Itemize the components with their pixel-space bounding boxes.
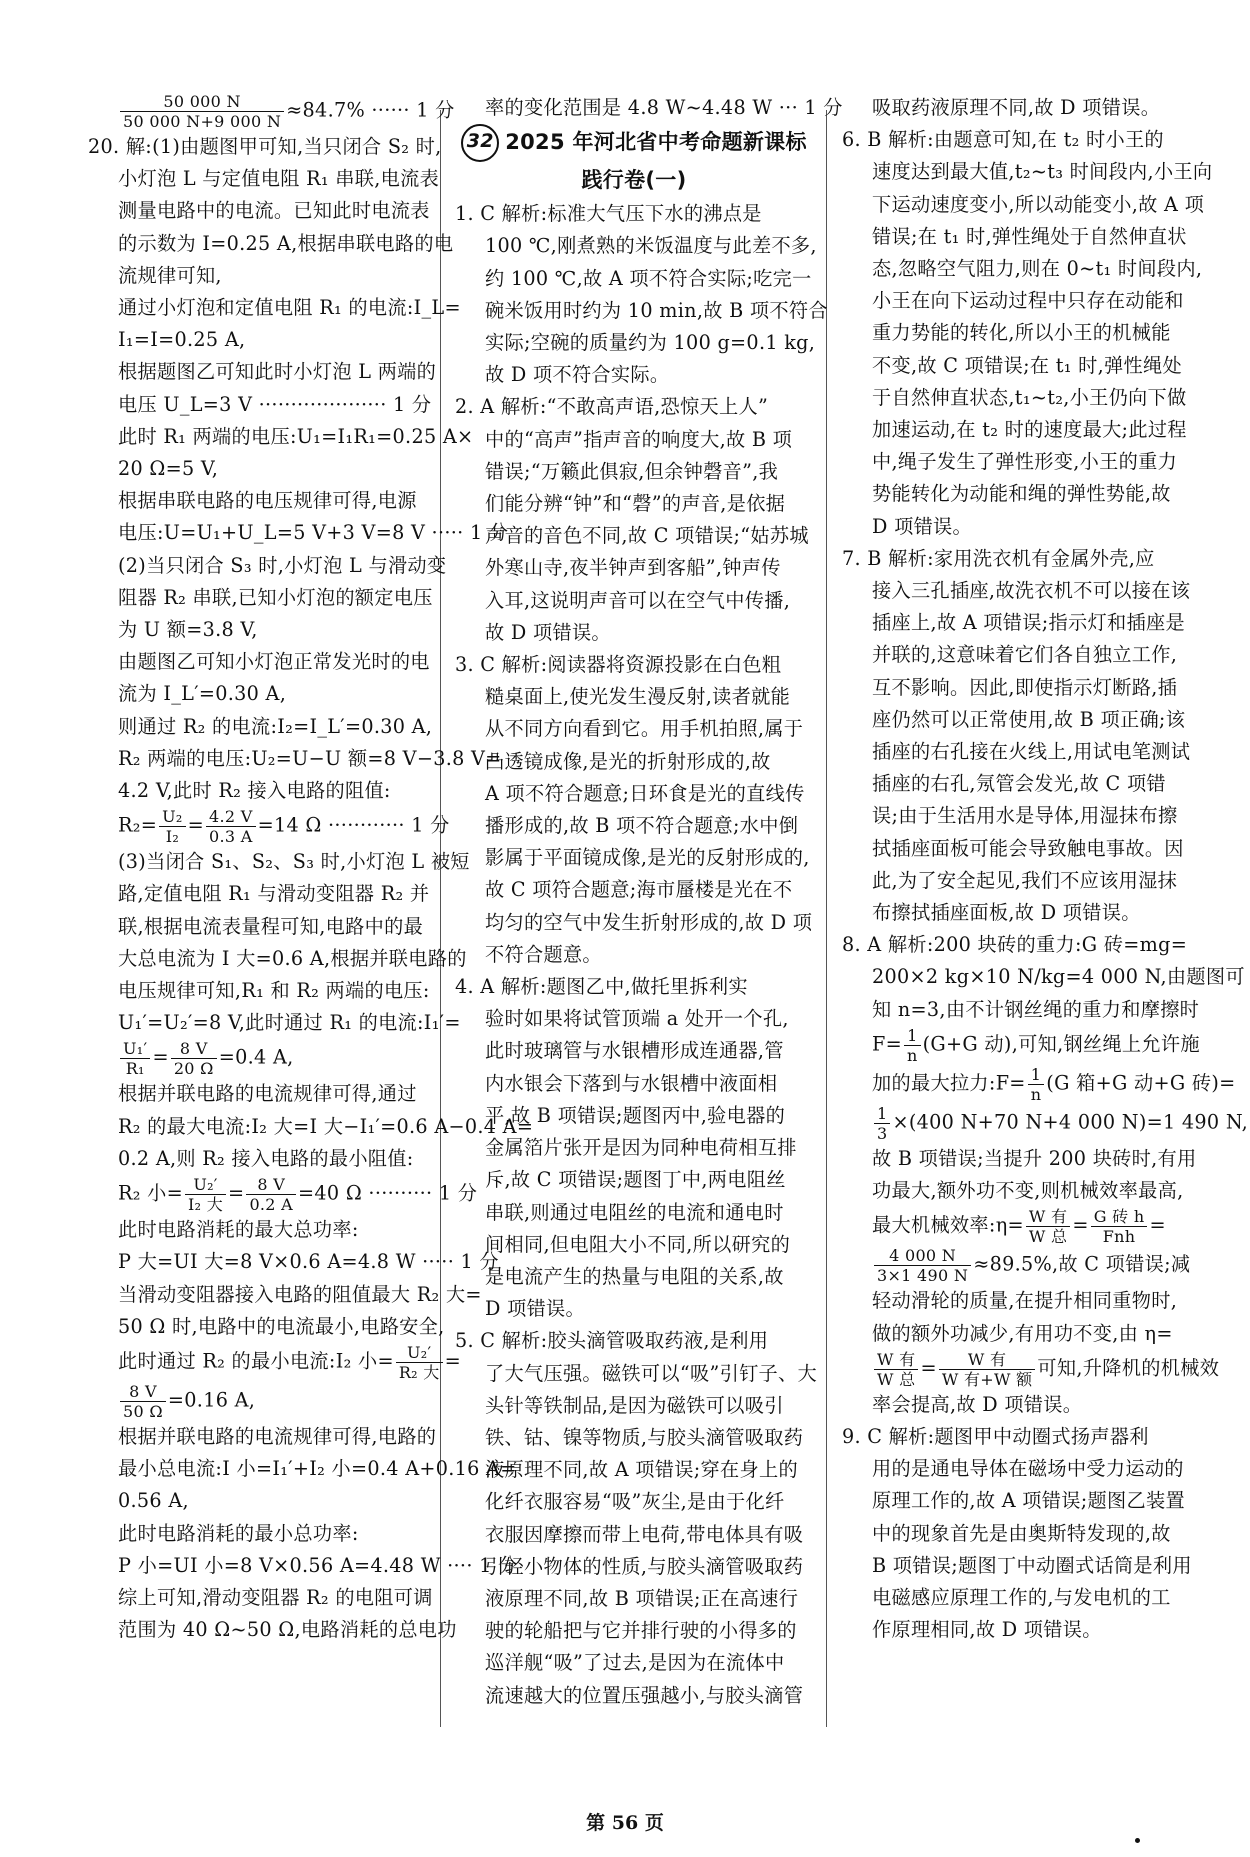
text-line: 此时玻璃管与水银槽形成连通器,管 [485,1039,784,1063]
text-line: 6. B 解析:由题意可知,在 t₂ 时小王的 [842,128,1164,152]
text-line: 综上可知,滑动变阻器 R₂ 的电阻可调 [118,1585,433,1609]
text-line: 外寒山寺,夜半钟声到客船”,钟声传 [485,556,781,580]
text-segment: F= [872,1032,902,1056]
text-line [842,1103,1249,1143]
fraction [904,1026,921,1065]
fraction [246,1175,296,1214]
text-segment: 最大机械效率:η= [872,1213,1024,1237]
fraction-numerator: W 有 [939,1350,1036,1370]
fraction-denominator: W 有+W 额 [941,1369,1033,1389]
text-line: 测量电路中的电流。已知此时电流表 [118,199,430,223]
fraction-denominator: W 总 [877,1369,916,1389]
text-line: (3)当闭合 S₁、S₂、S₃ 时,小灯泡 L 被短 [118,850,470,874]
text-line: 根据题图乙可知此时小灯泡 L 两端的 [118,360,437,384]
text-line: D 项错误。 [485,1297,586,1321]
text-line: 速度达到最大值,t₂~t₃ 时间段内,小王向 [872,160,1213,184]
text-segment: = [1149,1213,1166,1237]
text-line: 接入三孔插座,故洗衣机不可以接在该 [872,579,1191,603]
fraction-denominator: 3 [877,1123,888,1143]
text-line: 故 D 项错误。 [485,620,611,644]
text-line: 引轻小物体的性质,与胶头滴管吸取药 [485,1554,804,1578]
fraction [874,1350,918,1389]
text-segment: (G+G 动),可知,钢丝绳上允许施 [922,1032,1200,1056]
text-line: 衣服因摩擦而带上电荷,带电体具有吸 [485,1522,804,1546]
fraction [1091,1207,1148,1246]
text-line: 了大气压强。磁铁可以“吸”引钉子、大 [485,1361,818,1385]
text-line: 范围为 40 Ω~50 Ω,电路消耗的总电功 [118,1618,457,1642]
text-line: 流速越大的位置压强越小,与胶头滴管 [485,1683,804,1707]
text-line: 小灯泡 L 与定值电阻 R₁ 串联,电流表 [118,167,440,191]
text-line: P 大=UI 大=8 V×0.6 A=4.8 W ····· 1 分 [118,1250,499,1274]
text-segment: (G 箱+G 动+G 砖)= [1046,1071,1236,1095]
text-segment: = [228,1181,245,1205]
fraction [874,1246,971,1285]
fraction [120,1382,166,1421]
fraction-numerator: 8 V [246,1175,296,1195]
text-line: 中,绳子发生了弹性形变,小王的重力 [872,450,1178,474]
fraction-denominator: Fnh [1102,1227,1136,1247]
text-line: 错误;在 t₁ 时,弹性绳处于自然伸直状 [872,224,1187,248]
column-divider-2 [826,110,827,1727]
text-line: 20. 解:(1)由题图甲可知,当只闭合 S₂ 时, [88,135,442,158]
text-line: 流规律可知, [118,263,222,287]
text-line: (2)当只闭合 S₃ 时,小灯泡 L 与滑动变 [118,553,447,577]
text-line: 电压 U_L=3 V ···················· 1 分 [118,392,432,416]
text-segment: = [444,1349,461,1373]
fraction-numerator: 4.2 V [206,807,256,827]
text-line: R₂ 两端的电压:U₂=U−U 额=8 V−3.8 V= [118,746,502,770]
page-number: 第 56 页 [586,1812,664,1834]
text-segment: = [1072,1213,1089,1237]
fraction-denominator: 3×1 490 N [877,1266,969,1286]
text-line: 此时电路消耗的最小总功率: [118,1521,359,1545]
fraction-denominator: 0.2 A [249,1195,294,1215]
fraction-numerator: U₂′ [396,1343,443,1363]
text-line: 电磁感应原理工作的,与发电机的工 [872,1585,1171,1609]
fraction [185,1175,226,1214]
text-line: 根据串联电路的电压规律可得,电源 [118,489,417,513]
text-line: 化纤衣服容易“吸”灰尘,是由于化纤 [485,1490,785,1514]
text-line: 阻器 R₂ 串联,已知小灯泡的额定电压 [118,585,433,609]
fraction-denominator: 50 000 N+9 000 N [123,112,282,131]
fraction [120,1039,150,1078]
text-line: 不符合题意。 [485,942,602,966]
text-segment: ×(400 N+70 N+4 000 N)=1 490 N, [892,1110,1249,1134]
text-line: 从不同方向看到它。用手机拍照,属于 [485,717,804,741]
text-line: 中的现象首先是由奥斯特发现的,故 [872,1521,1171,1545]
text-line: 4.2 V,此时 R₂ 接入电路的阻值: [118,779,391,803]
text-line: B 项错误;题图丁中动圈式话筒是利用 [872,1553,1192,1577]
text-line: 均匀的空气中发生折射形成的,故 D 项 [485,910,813,934]
fraction [120,92,284,131]
text-line: 0.2 A,则 R₂ 接入电路的最小阻值: [118,1146,414,1170]
text-line: 糙桌面上,使光发生漫反射,读者就能 [485,685,791,709]
text-line: 态,忽略空气阻力,则在 0~t₁ 时间段内, [872,257,1203,281]
text-line: 此,为了安全起见,我们不应该用湿抹 [872,868,1178,892]
text-line: 势能转化为动能和绳的弹性势能,故 [872,482,1171,506]
text-line: 驶的轮船把与它并排行驶的小得多的 [485,1619,797,1643]
text-line: 碗米饭用时约为 10 min,故 B 项不符合 [485,298,828,322]
fraction-numerator: W 有 [874,1350,918,1370]
fraction-denominator: R₁ [125,1059,145,1079]
text-line: 4. A 解析:题图乙中,做托里拆利实 [455,975,748,999]
text-line: U₁′=U₂′=8 V,此时通过 R₁ 的电流:I₁′= [118,1011,461,1035]
text-line: A 项不符合题意;日环食是光的直线传 [485,781,805,805]
text-line [842,1064,1236,1104]
fraction-numerator: 50 000 N [120,92,284,112]
fraction [159,807,186,846]
text-line: 故 C 项符合题意;海市蜃楼是光在不 [485,878,793,902]
text-line: 此时电路消耗的最大总功率: [118,1218,359,1242]
fraction-numerator: U₂′ [185,1175,226,1195]
text-line: 20 Ω=5 V, [118,457,219,481]
fraction-denominator: n [1030,1084,1042,1104]
text-line: 9. C 解析:题图甲中动圈式扬声器利 [842,1424,1149,1448]
fraction [1028,1065,1045,1104]
text-line: 并联的,这意味着它们各自独立工作, [872,643,1178,667]
text-line: 故 B 项错误;当提升 200 块砖时,有用 [872,1146,1197,1170]
text-segment: =40 Ω ·········· 1 分 [298,1181,478,1205]
text-line: 轻动滑轮的质量,在提升相同重物时, [872,1289,1178,1313]
text-line: 0.56 A, [118,1489,189,1513]
text-line [842,1246,1194,1285]
text-segment: = [920,1356,937,1380]
text-segment: ≈89.5%,故 C 项错误;减 [973,1252,1191,1276]
answer-column-2 [455,92,843,1712]
text-segment: = [152,1045,169,1069]
fraction-denominator: 20 Ω [173,1059,214,1079]
text-line: 大总电流为 I 大=0.6 A,根据并联电路的 [118,946,467,970]
text-line: 率的变化范围是 4.8 W~4.48 W ··· 1 分 [485,96,843,119]
text-line: 巡洋舰“吸”了过去,是因为在流体中 [485,1651,785,1675]
stray-dot [1135,1838,1140,1843]
fraction-numerator: 1 [904,1026,921,1046]
text-line: 功最大,额外功不变,则机械效率最高, [872,1179,1184,1203]
fraction [874,1104,890,1143]
text-line: 小王在向下运动过程中只存在动能和 [872,289,1184,313]
section-title-line [455,124,813,162]
text-line: 最小总电流:I 小=I₁′+I₂ 小=0.4 A+0.16 A= [118,1457,517,1481]
text-segment: 可知,升降机的机械效 [1037,1356,1220,1380]
fraction-denominator: I₂ 大 [188,1195,224,1215]
text-line: 错误;“万籁此俱寂,但余钟磬音”,我 [485,459,779,483]
answer-column-3 [842,92,1249,1646]
text-line: 布擦拭插座面板,故 D 项错误。 [872,901,1141,925]
text-line: 金属箔片张开是因为同种电荷相互排 [485,1136,797,1160]
text-line: 入耳,这说明声音可以在空气中传播, [485,588,791,612]
fraction [171,1039,217,1078]
text-line: 的示数为 I=0.25 A,根据串联电路的电 [118,231,454,255]
text-segment: ≈84.7% ······ 1 分 [286,98,455,122]
text-line: 中的“高声”指声音的响度大,故 B 项 [485,427,793,451]
text-segment: R₂ 小= [118,1181,184,1205]
section-title-text: 践行卷(一) [581,168,687,193]
fraction-denominator: W 总 [1028,1227,1068,1247]
text-line: 插座上,故 A 项错误;指示灯和插座是 [872,611,1185,635]
text-line: 间相同,但电阻大小不同,所以研究的 [485,1232,791,1256]
text-line: 2. A 解析:“不敢高声语,恐惊天上人” [455,395,769,419]
text-segment: 此时通过 R₂ 的最小电流:I₂ 小= [118,1349,394,1373]
text-line: 是电流产生的热量与电阻的关系,故 [485,1264,784,1288]
text-line: 1. C 解析:标准大气压下水的沸点是 [455,202,762,226]
text-line: 凸透镜成像,是光的折射形成的,故 [485,749,771,773]
text-line [88,92,455,131]
text-line: 做的额外功减少,有用功不变,由 η= [872,1321,1173,1345]
text-line: 路,定值电阻 R₁ 与滑动变阻器 R₂ 并 [118,882,430,906]
text-line: 液原理不同,故 A 项错误;穿在身上的 [485,1458,798,1482]
fraction [396,1343,443,1382]
text-line: 7. B 解析:家用洗衣机有金属外壳,应 [842,546,1155,570]
text-line: 于自然伸直状态,t₁~t₂,小王仍向下做 [872,385,1187,409]
text-segment: R₂= [118,813,158,837]
text-line: 下运动速度变小,所以动能变小,故 A 项 [872,192,1205,216]
fraction-numerator: 1 [1028,1065,1045,1085]
text-line: 座仍然可以正常使用,故 B 项正确;该 [872,707,1186,731]
text-line: 用的是通电导体在磁场中受力运动的 [872,1457,1184,1481]
text-line: 流为 I_L′=0.30 A, [118,682,287,706]
text-line [88,1039,428,1078]
text-line: 不变,故 C 项错误;在 t₁ 时,弹性绳处 [872,353,1182,377]
text-line: 5. C 解析:胶头滴管吸取药液,是利用 [455,1329,769,1353]
text-line: 则通过 R₂ 的电流:I₂=I_L′=0.30 A, [118,714,433,738]
fraction-numerator: G 砖 h [1091,1207,1148,1227]
text-line: 误;由于生活用水是导体,用湿抹布擦 [872,804,1178,828]
text-line: 故 D 项不符合实际。 [485,363,670,387]
fraction-numerator: W 有 [1026,1207,1070,1227]
fraction [939,1350,1036,1389]
text-line: 播形成的,故 B 项不符合题意;水中倒 [485,814,799,838]
text-line: 加速运动,在 t₂ 时的速度最大;此过程 [872,418,1187,442]
text-line: 验时如果将试管顶端 a 处开一个孔, [485,1007,789,1031]
text-segment: =14 Ω ············ 1 分 [257,813,450,837]
text-line: 当滑动变阻器接入电路的阻值最大 R₂ 大= [118,1282,482,1306]
text-line: 内水银会下落到与水银槽中液面相 [485,1071,778,1095]
text-line: 100 ℃,刚煮熟的米饭温度与此差不多, [485,234,817,258]
text-line: 插座的右孔,氖管会发光,故 C 项错 [872,772,1166,796]
text-line: 铁、钴、镍等物质,与胶头滴管吸取药 [485,1425,804,1449]
text-line: 影属于平面镜成像,是光的反射形成的, [485,846,810,870]
text-line: 联,根据电流表量程可知,电路中的最 [118,914,424,938]
text-segment: 加的最大拉力:F= [872,1071,1026,1095]
text-line [88,1342,461,1382]
text-segment: =0.4 A, [218,1045,294,1069]
text-line: I₁=I=0.25 A, [118,328,246,352]
text-line: 50 Ω 时,电路中的电流最小,电路安全, [118,1314,445,1338]
text-segment: = [187,813,205,837]
text-line: 根据并联电路的电流规律可得,通过 [118,1082,417,1106]
fraction-numerator: U₂ [159,807,186,827]
text-line: 重力势能的转化,所以小王的机械能 [872,321,1171,345]
fraction [1026,1207,1070,1246]
text-line: 知 n=3,由不计钢丝绳的重力和摩擦时 [872,997,1200,1021]
text-line: R₂ 的最大电流:I₂ 大=I 大−I₁′=0.6 A−0.4 A= [118,1114,534,1138]
text-line: 原理工作的,故 A 项错误;题图乙装置 [872,1489,1185,1513]
text-line: 吸取药液原理不同,故 D 项错误。 [872,96,1161,119]
text-line: P 小=UI 小=8 V×0.56 A=4.48 W ···· 1 分 [118,1553,518,1577]
text-line: 们能分辨“钟”和“磬”的声音,是依据 [485,492,786,516]
fraction-denominator: I₂ [165,827,180,847]
text-line [842,1207,1194,1246]
section-title [455,124,813,198]
fraction-denominator: R₂ 大 [398,1362,440,1382]
fraction-numerator: 8 V [120,1382,166,1402]
text-line: 通过小灯泡和定值电阻 R₁ 的电流:I_L= [118,296,461,320]
fraction-denominator: 0.3 A [209,827,253,847]
fraction-denominator: 50 Ω [123,1401,163,1421]
text-line: 头针等铁制品,是因为磁铁可以吸引 [485,1393,784,1417]
fraction-denominator: n [907,1045,918,1065]
text-line: 由题图乙可知小灯泡正常发光时的电 [118,650,430,674]
text-line [88,807,450,847]
text-line: D 项错误。 [872,514,973,538]
fraction-numerator: U₁′ [120,1039,150,1059]
text-line: 此时 R₁ 两端的电压:U₁=I₁R₁=0.25 A× [118,424,474,448]
text-line: 串联,则通过电阻丝的电流和通电时 [485,1200,784,1224]
text-line: 3. C 解析:阅读器将资源投影在白色粗 [455,653,782,677]
text-line: 电压规律可知,R₁ 和 R₂ 两端的电压: [118,979,430,1003]
text-line: 液原理不同,故 B 项错误;正在高速行 [485,1586,799,1610]
text-line: 声音的音色不同,故 C 项错误;“姑苏城 [485,524,809,548]
text-line: 率会提高,故 D 项错误。 [872,1392,1083,1416]
text-line [842,1349,1220,1389]
text-line [88,1175,478,1215]
text-line [842,1025,1200,1065]
fraction-numerator: 4 000 N [874,1246,971,1266]
text-line: 为 U 额=3.8 V, [118,618,258,642]
fraction [206,807,256,846]
text-line: 200×2 kg×10 N/kg=4 000 N,由题图可 [872,965,1245,989]
text-line [88,1382,428,1421]
fraction-numerator: 8 V [171,1039,217,1059]
text-line: 拭插座面板可能会导致触电事故。因 [872,836,1184,860]
fraction-numerator: 1 [874,1104,890,1124]
text-line: 电压:U=U₁+U_L=5 V+3 V=8 V ····· 1 分 [118,521,509,545]
text-line: 斥,故 C 项错误;题图丁中,两电阻丝 [485,1168,786,1192]
text-line: 实际;空碗的质量约为 100 g=0.1 kg, [485,331,816,355]
text-line: 插座的右孔接在火线上,用试电笔测试 [872,740,1191,764]
text-line: 互不影响。因此,即使指示灯断路,插 [872,675,1178,699]
text-line: 作原理相同,故 D 项错误。 [872,1618,1102,1642]
text-segment: =0.16 A, [167,1388,256,1412]
text-line: 约 100 ℃,故 A 项不符合实际;吃完一 [485,266,812,290]
text-line: 8. A 解析:200 块砖的重力:G 砖=mg= [842,933,1188,957]
text-line: 根据并联电路的电流规律可得,电路的 [118,1424,437,1448]
section-number-badge: 32 [461,124,499,162]
section-title-text: 2025 年河北省中考命题新课标 [505,130,807,155]
text-line: 平,故 B 项错误;题图丙中,验电器的 [485,1103,786,1127]
